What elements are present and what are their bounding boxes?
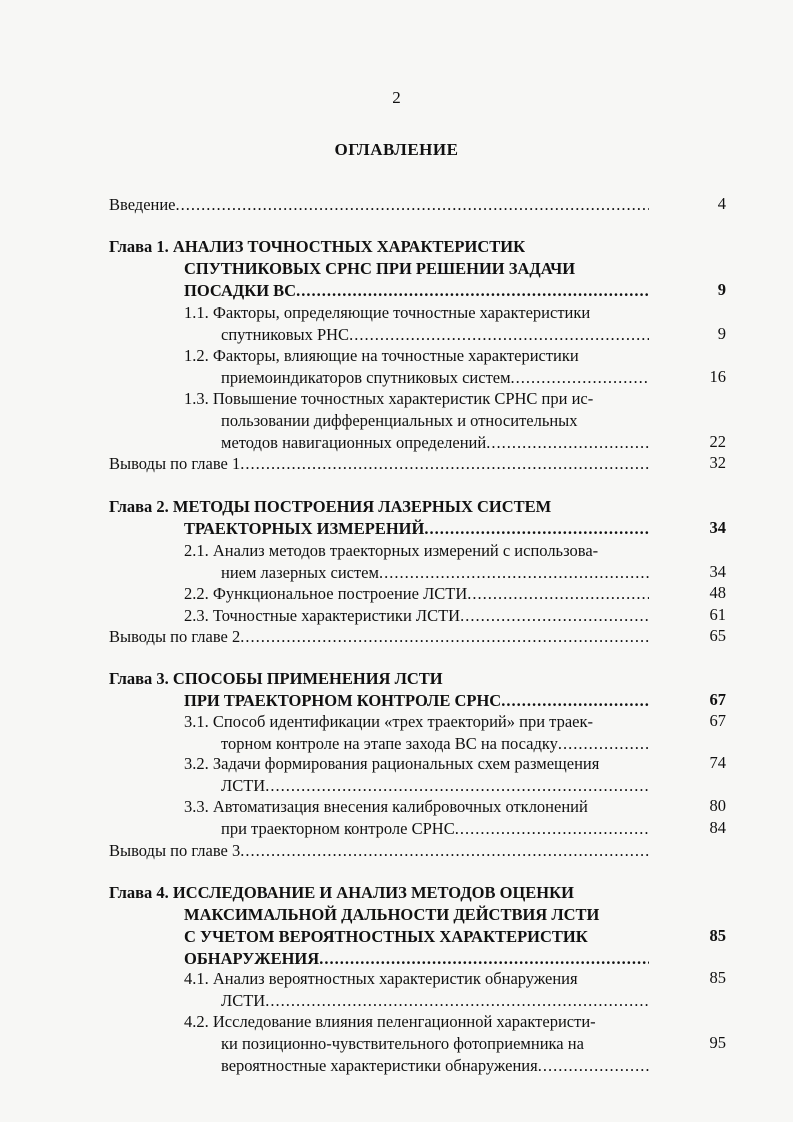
section-line: 2.1. Анализ методов траекторных измерений с использова- <box>184 541 599 560</box>
heading-line: МАКСИМАЛЬНОЙ ДАЛЬНОСТИ ДЕЙСТВИЯ ЛСТИ <box>184 905 600 924</box>
dot-leader <box>240 840 649 862</box>
section-1-3 <box>184 388 649 454</box>
heading-line: СПУТНИКОВЫХ СРНС ПРИ РЕШЕНИИ ЗАДАЧИ <box>184 259 576 278</box>
heading-line: Глава 4. ИССЛЕДОВАНИЕ И АНАЛИЗ МЕТОДОВ ОЦЕНКИ <box>109 883 574 902</box>
section-1-3-page: 22 <box>709 432 726 451</box>
conclusion-label: Выводы по главе 2 <box>109 627 241 646</box>
section-line <box>184 432 649 454</box>
section-text: нием лазерных систем <box>221 563 379 582</box>
section-text: при траекторном контроле СРНС <box>221 819 455 838</box>
chapter-1-heading <box>109 236 649 302</box>
heading-line <box>109 518 649 540</box>
section-text: ЛСТИ <box>221 776 266 795</box>
toc-intro <box>109 194 649 216</box>
chapter-3-conclusion <box>109 840 649 862</box>
section-1-2 <box>184 345 649 389</box>
section-2-2-page: 48 <box>709 583 726 602</box>
chapter-4-heading <box>109 882 649 970</box>
section-line: 3.1. Способ идентификации «трех траекторий» при траек- <box>184 712 593 731</box>
section-3-3-page: 84 <box>709 818 726 837</box>
chapter-1-page: 9 <box>717 280 726 299</box>
section-3-3-page-a: 80 <box>709 796 726 815</box>
section-3-3 <box>184 796 649 840</box>
chapter-2-page: 34 <box>709 518 726 537</box>
chapter-1-conclusion-page: 32 <box>709 453 726 472</box>
section-1-1-page: 9 <box>717 324 726 343</box>
dot-leader <box>240 626 649 648</box>
dot-leader <box>176 194 649 216</box>
section-3-1-page: 67 <box>709 711 726 730</box>
dot-leader <box>424 518 649 540</box>
section-line: 4.1. Анализ вероятностных характеристик обнаружения <box>184 969 578 988</box>
section-line <box>184 818 649 840</box>
section-2-2 <box>184 583 649 605</box>
section-2-3 <box>184 605 649 627</box>
heading-line: Глава 2. МЕТОДЫ ПОСТРОЕНИЯ ЛАЗЕРНЫХ СИСТЕМ <box>109 497 552 516</box>
section-line: 1.2. Факторы, влияющие на точностные характеристики <box>184 346 579 365</box>
page-number: 2 <box>392 88 401 107</box>
heading-line: С УЧЕТОМ ВЕРОЯТНОСТНЫХ ХАРАКТЕРИСТИК <box>184 927 588 946</box>
section-3-2 <box>184 753 649 797</box>
section-text: методов навигационных определений <box>221 433 487 452</box>
heading-line <box>109 690 649 712</box>
heading-text: ПОСАДКИ ВС <box>184 281 297 300</box>
chapter-1-conclusion <box>109 453 649 475</box>
intro-label: Введение <box>109 195 176 214</box>
section-text: 2.3. Точностные характеристики ЛСТИ <box>184 606 461 625</box>
conclusion-label: Выводы по главе 1 <box>109 454 241 473</box>
section-line <box>184 775 649 797</box>
dot-leader <box>511 367 649 389</box>
dot-leader <box>538 1055 649 1077</box>
dot-leader <box>467 583 649 605</box>
section-line <box>184 324 649 346</box>
section-line: 3.3. Автоматизация внесения калибровочных отклонений <box>184 797 588 816</box>
section-line <box>184 1055 649 1077</box>
section-line <box>184 562 649 584</box>
dot-leader <box>265 990 649 1012</box>
section-1-2-page: 16 <box>709 367 726 386</box>
chapter-2-heading <box>109 496 649 540</box>
section-3-1 <box>184 711 649 755</box>
section-3-2-page: 74 <box>709 753 726 772</box>
heading-line <box>109 948 649 970</box>
section-line: 3.2. Задачи формирования рациональных схем размещения <box>184 754 600 773</box>
section-line <box>184 990 649 1012</box>
section-text: спутниковых РНС <box>221 325 350 344</box>
section-text: торном контроле на этапе захода ВС на посадку <box>221 734 558 753</box>
dot-leader <box>558 733 649 755</box>
dot-leader <box>486 432 649 454</box>
chapter-4-page: 85 <box>709 926 726 945</box>
section-text: ЛСТИ <box>221 991 266 1010</box>
dot-leader <box>455 818 649 840</box>
section-text: приемоиндикаторов спутниковых систем <box>221 368 511 387</box>
dot-leader <box>265 775 649 797</box>
section-line: ки позиционно-чувствительного фотоприемника на <box>221 1034 584 1053</box>
section-1-1 <box>184 302 649 346</box>
section-4-2-page: 95 <box>709 1033 726 1052</box>
section-text: 2.2. Функциональное построение ЛСТИ <box>184 584 468 603</box>
dot-leader <box>379 562 649 584</box>
chapter-2-conclusion-page: 65 <box>709 626 726 645</box>
section-line <box>184 367 649 389</box>
section-text: вероятностные характеристики обнаружения <box>221 1056 538 1075</box>
chapter-3-heading <box>109 668 649 712</box>
intro-page: 4 <box>717 194 726 213</box>
dot-leader <box>349 324 649 346</box>
conclusion-label: Выводы по главе 3 <box>109 841 241 860</box>
dot-leader <box>240 453 649 475</box>
section-2-3-page: 61 <box>709 605 726 624</box>
heading-text: ТРАЕКТОРНЫХ ИЗМЕРЕНИЙ <box>184 519 425 538</box>
heading-text: ОБНАРУЖЕНИЯ <box>184 949 320 968</box>
section-line: 1.3. Повышение точностных характеристик СРНС при ис- <box>184 389 594 408</box>
heading-line: Глава 3. СПОСОБЫ ПРИМЕНЕНИЯ ЛСТИ <box>109 669 443 688</box>
dot-leader <box>296 280 649 302</box>
chapter-2-conclusion <box>109 626 649 648</box>
section-4-1 <box>184 968 649 1012</box>
heading-line: Глава 1. АНАЛИЗ ТОЧНОСТНЫХ ХАРАКТЕРИСТИК <box>109 237 526 256</box>
section-4-1-page: 85 <box>709 968 726 987</box>
chapter-3-page: 67 <box>709 690 726 709</box>
section-line: пользовании дифференциальных и относительных <box>221 411 578 430</box>
section-2-1-page: 34 <box>709 562 726 581</box>
dot-leader <box>501 690 649 712</box>
heading-line <box>109 280 649 302</box>
dot-leader <box>319 948 649 970</box>
section-line: 4.2. Исследование влияния пеленгационной характеристи- <box>184 1012 596 1031</box>
toc-title: ОГЛАВЛЕНИЕ <box>334 140 459 159</box>
heading-text: ПРИ ТРАЕКТОРНОМ КОНТРОЛЕ СРНС <box>184 691 502 710</box>
section-2-1 <box>184 540 649 584</box>
section-line: 1.1. Факторы, определяющие точностные характеристики <box>184 303 591 322</box>
dot-leader <box>460 605 649 627</box>
section-4-2 <box>184 1011 649 1077</box>
section-line <box>184 733 649 755</box>
